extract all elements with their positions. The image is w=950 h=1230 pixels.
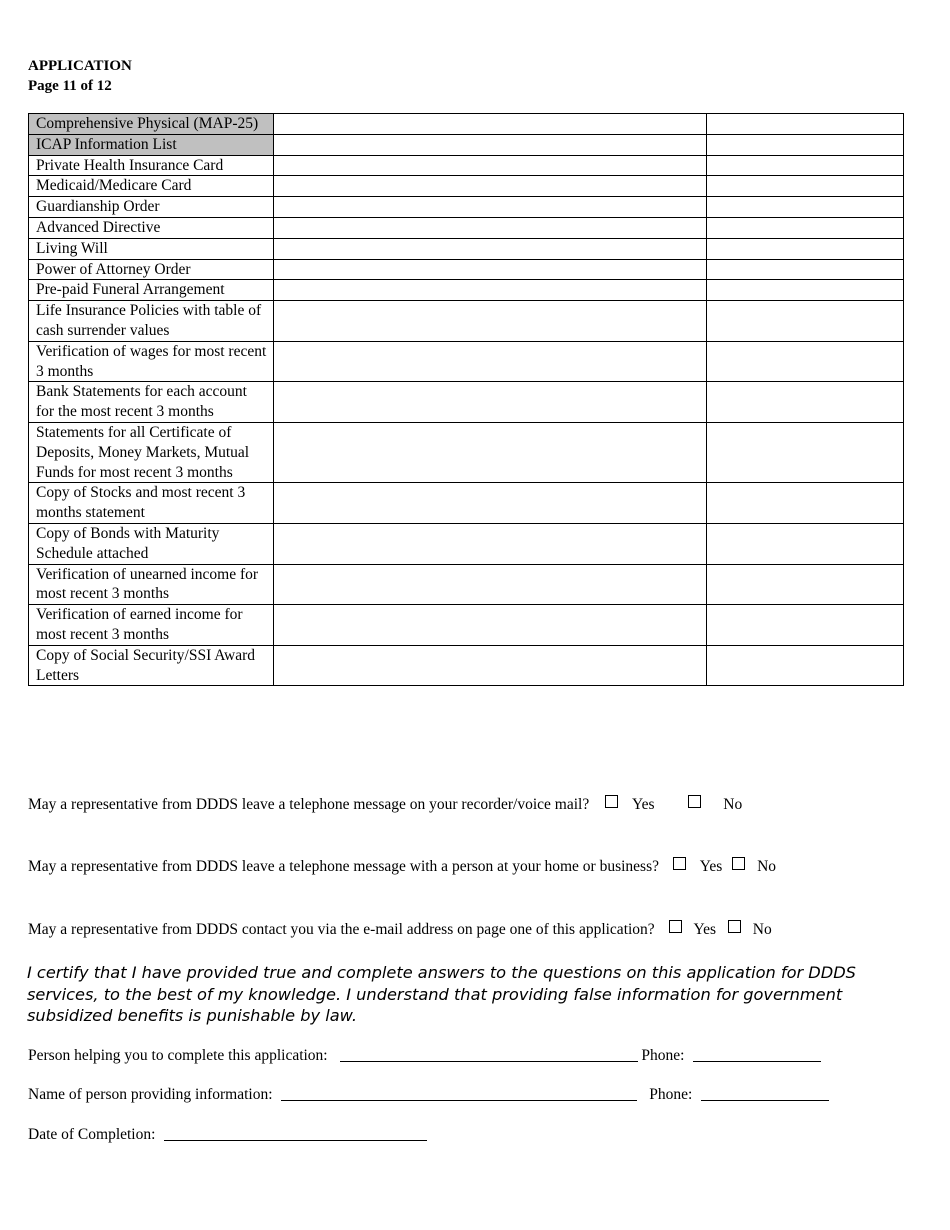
helper-name-field[interactable] [340, 1047, 638, 1062]
document-entry-cell[interactable] [274, 155, 707, 176]
provider-line [28, 1086, 829, 1104]
document-entry-cell[interactable] [274, 605, 707, 646]
table-row [29, 645, 904, 686]
document-check-cell[interactable] [707, 114, 904, 135]
table-row [29, 176, 904, 197]
document-entry-cell[interactable] [274, 301, 707, 342]
document-label: Verification of earned income for most recent 3 months [29, 605, 274, 646]
document-check-cell[interactable] [707, 280, 904, 301]
document-label: Verification of unearned income for most recent 3 months [29, 564, 274, 605]
question-person-message [28, 857, 776, 876]
no-checkbox[interactable] [728, 920, 741, 933]
date-label: Date of Completion: [28, 1126, 156, 1143]
table-row [29, 238, 904, 259]
document-entry-cell[interactable] [274, 197, 707, 218]
document-label: Copy of Social Security/SSI Award Letters [29, 645, 274, 686]
document-label: ICAP Information List [29, 134, 274, 155]
document-label: Comprehensive Physical (MAP-25) [29, 114, 274, 135]
table-row [29, 382, 904, 423]
document-label: Private Health Insurance Card [29, 155, 274, 176]
no-label: No [752, 921, 772, 938]
certification-statement: I certify that I have provided true and complete answers to the questions on this application for DDDS services, to the best of my knowledge. I understand that providing false information for government subsidized benefits is punishable by law. [27, 963, 856, 1025]
document-label: Verification of wages for most recent 3 months [29, 341, 274, 382]
document-check-cell[interactable] [707, 217, 904, 238]
table-row [29, 523, 904, 564]
document-check-cell[interactable] [707, 155, 904, 176]
helper-line [28, 1047, 821, 1065]
phone-label: Phone: [641, 1047, 685, 1064]
document-label: Pre-paid Funeral Arrangement [29, 280, 274, 301]
yes-checkbox[interactable] [605, 795, 618, 808]
document-label: Copy of Bonds with Maturity Schedule attached [29, 523, 274, 564]
document-entry-cell[interactable] [274, 483, 707, 524]
table-row [29, 341, 904, 382]
document-check-cell[interactable] [707, 259, 904, 280]
no-checkbox[interactable] [732, 857, 745, 870]
document-check-cell[interactable] [707, 382, 904, 423]
provider-label: Name of person providing information: [28, 1086, 273, 1103]
document-check-cell[interactable] [707, 238, 904, 259]
document-label: Medicaid/Medicare Card [29, 176, 274, 197]
table-row [29, 114, 904, 135]
document-check-cell[interactable] [707, 301, 904, 342]
document-entry-cell[interactable] [274, 382, 707, 423]
document-label: Bank Statements for each account for the most recent 3 months [29, 382, 274, 423]
document-label: Statements for all Certificate of Deposits, Money Markets, Mutual Funds for most recent 3 months [29, 422, 274, 482]
document-entry-cell[interactable] [274, 134, 707, 155]
document-label: Life Insurance Policies with table of cash surrender values [29, 301, 274, 342]
document-entry-cell[interactable] [274, 280, 707, 301]
document-entry-cell[interactable] [274, 238, 707, 259]
document-label: Copy of Stocks and most recent 3 months statement [29, 483, 274, 524]
provider-phone-field[interactable] [701, 1086, 829, 1101]
date-line [28, 1126, 427, 1144]
page-number: Page 11 of 12 [28, 78, 112, 94]
provider-name-field[interactable] [281, 1086, 637, 1101]
document-check-cell[interactable] [707, 605, 904, 646]
yes-label: Yes [693, 921, 716, 938]
table-row [29, 155, 904, 176]
table-row [29, 422, 904, 482]
question-text: May a representative from DDDS leave a telephone message on your recorder/voice mail? [28, 796, 590, 813]
document-check-cell[interactable] [707, 134, 904, 155]
document-check-cell[interactable] [707, 483, 904, 524]
document-entry-cell[interactable] [274, 114, 707, 135]
table-row [29, 134, 904, 155]
document-label: Living Will [29, 238, 274, 259]
table-row [29, 483, 904, 524]
document-check-cell[interactable] [707, 176, 904, 197]
table-row [29, 197, 904, 218]
documents-table [28, 113, 904, 686]
table-row [29, 280, 904, 301]
document-check-cell[interactable] [707, 422, 904, 482]
question-text: May a representative from DDDS contact you via the e-mail address on page one of this application? [28, 921, 655, 938]
document-label: Advanced Directive [29, 217, 274, 238]
document-check-cell[interactable] [707, 564, 904, 605]
helper-phone-field[interactable] [693, 1047, 821, 1062]
yes-checkbox[interactable] [673, 857, 686, 870]
document-entry-cell[interactable] [274, 422, 707, 482]
document-label: Power of Attorney Order [29, 259, 274, 280]
no-label: No [723, 796, 743, 813]
document-entry-cell[interactable] [274, 523, 707, 564]
table-row [29, 301, 904, 342]
document-label: Guardianship Order [29, 197, 274, 218]
document-entry-cell[interactable] [274, 259, 707, 280]
document-entry-cell[interactable] [274, 645, 707, 686]
question-email [28, 920, 772, 939]
yes-checkbox[interactable] [669, 920, 682, 933]
helper-label: Person helping you to complete this application: [28, 1047, 328, 1064]
no-checkbox[interactable] [688, 795, 701, 808]
document-header [28, 56, 132, 96]
document-entry-cell[interactable] [274, 176, 707, 197]
document-entry-cell[interactable] [274, 217, 707, 238]
document-check-cell[interactable] [707, 341, 904, 382]
table-row [29, 605, 904, 646]
phone-label: Phone: [649, 1086, 693, 1103]
document-check-cell[interactable] [707, 523, 904, 564]
table-row [29, 259, 904, 280]
yes-label: Yes [631, 796, 655, 813]
no-label: No [757, 858, 777, 875]
document-check-cell[interactable] [707, 645, 904, 686]
question-voicemail [28, 795, 742, 814]
question-text: May a representative from DDDS leave a telephone message with a person at your home or business? [28, 858, 659, 875]
date-field[interactable] [164, 1126, 427, 1141]
yes-label: Yes [699, 858, 723, 875]
document-title: APPLICATION [28, 58, 132, 74]
table-row [29, 217, 904, 238]
table-row [29, 564, 904, 605]
document-entry-cell[interactable] [274, 341, 707, 382]
document-entry-cell[interactable] [274, 564, 707, 605]
document-check-cell[interactable] [707, 197, 904, 218]
